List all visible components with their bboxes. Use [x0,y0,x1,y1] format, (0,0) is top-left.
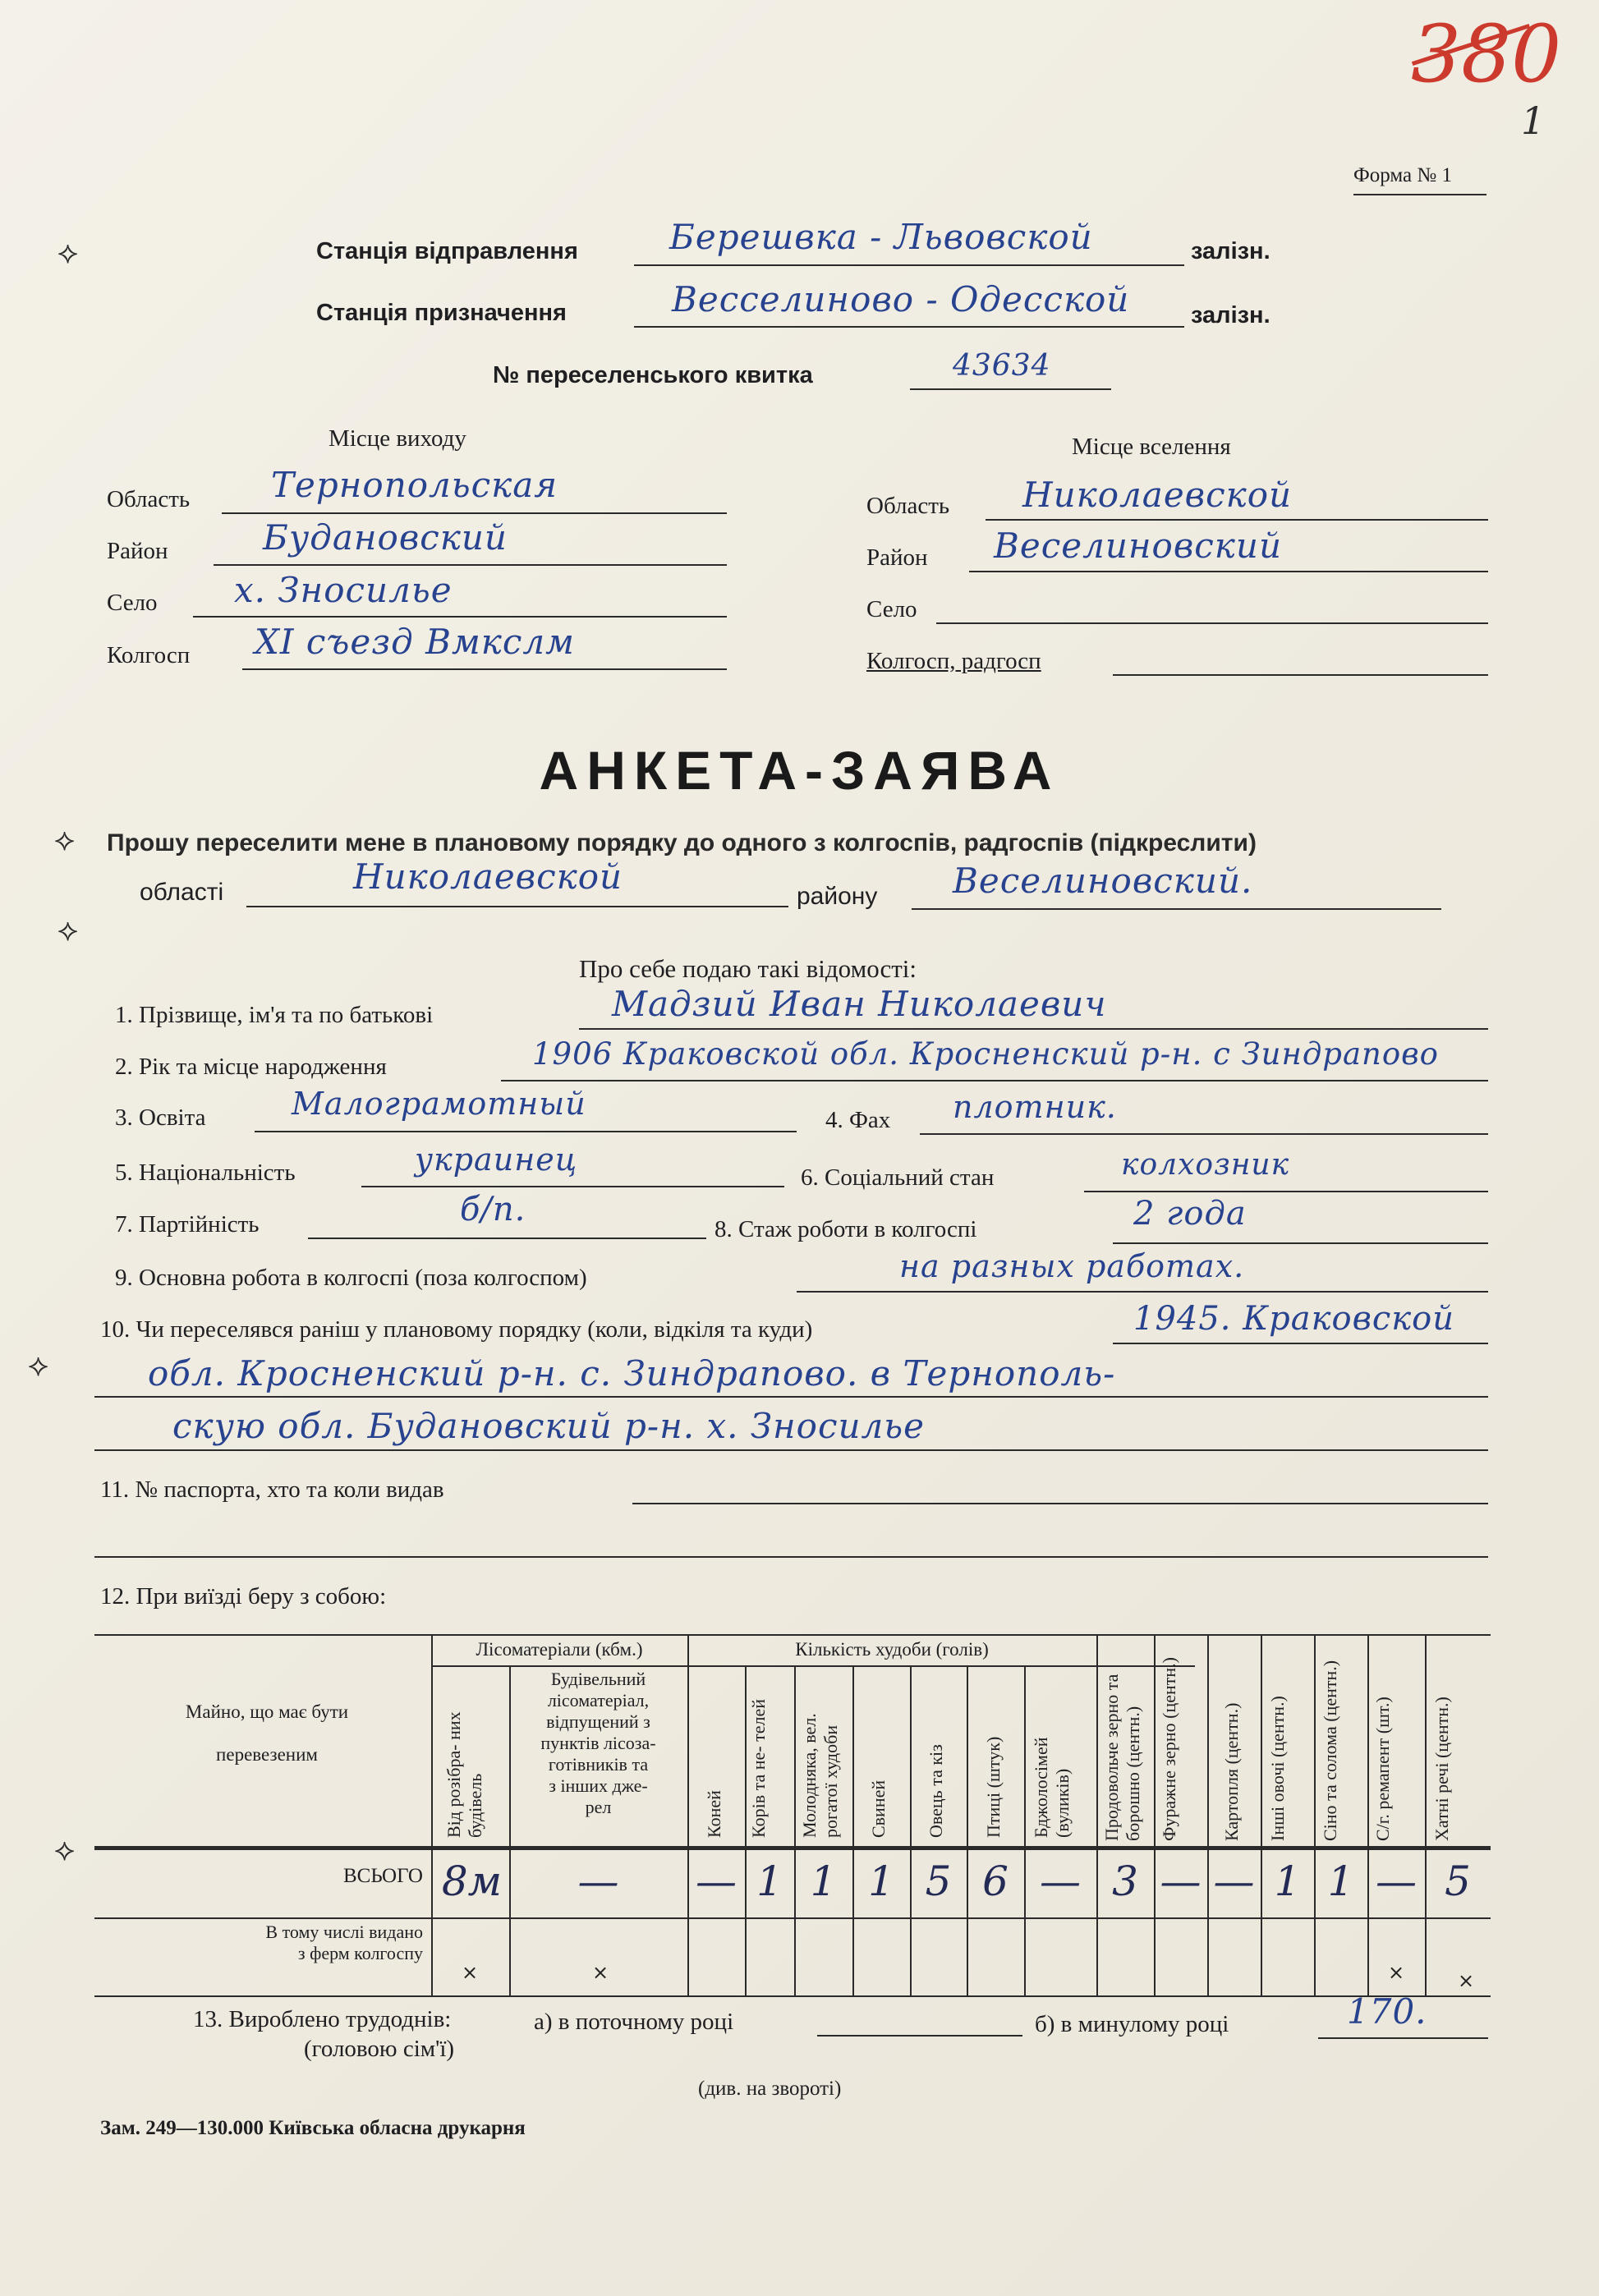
total-horses: — [696,1857,737,1905]
header-food-grain: Продовольче зерно та борошно (центн.) [1101,1674,1143,1841]
origin-oblast-label: Область [107,486,191,512]
destination-underline [634,326,1184,328]
belongings-table [94,1634,1491,2020]
field-1-value: Мадзий Иван Николаевич [612,984,1107,1024]
settlement-selo-label: Село [866,596,917,622]
request-raion-label: району [797,883,878,910]
origin-raion-underline [214,564,727,566]
request-text: Прошу переселити мене в плановому порядку до одного з колгоспів, радгоспів (підкреслити) [107,829,1257,856]
settlement-raion-label: Район [866,544,928,571]
punch-hole-mark: ⟡ [57,234,79,270]
printer-imprint: Зам. 249—130.000 Київська обласна друкарня [100,2117,526,2139]
field-7-value: б/п. [460,1191,526,1228]
form-label-underline [1353,194,1486,195]
request-oblast-label: області [140,879,224,906]
field-6-label: 6. Соціальний стан [801,1164,995,1191]
total-cows: 1 [756,1857,783,1905]
farm-row-mark: × [592,1961,609,1984]
farm-row-mark: × [462,1961,479,1984]
header-building-lumber [509,1669,687,1818]
table-col-divider [794,1665,796,1995]
header-vegetables: Інші овочі (центн.) [1267,1696,1288,1841]
field-10-value-1: 1945. Краковской [1133,1300,1455,1338]
header-bees: Бджолосімей (вуликів) [1031,1737,1073,1838]
header-building-line: з інших дже- [549,1775,648,1796]
origin-oblast-underline [222,512,727,514]
section-13-a-label: а) в поточному році [534,2009,734,2035]
origin-selo-underline [193,616,727,618]
total-birds: 6 [982,1857,1009,1905]
header-feed-grain: Фуражне зерно (центн.) [1159,1657,1179,1841]
header-hay: Сіно та солома (центн.) [1320,1660,1340,1841]
origin-raion-value: Будановский [263,517,508,558]
ticket-value: 43634 [953,349,1051,383]
header-potato: Картопля (центн.) [1221,1702,1242,1841]
field-10-underline-3 [94,1449,1488,1451]
field-7-underline [308,1238,706,1239]
section-13-b-value: 170. [1347,1991,1427,2032]
form-label: Форма № 1 [1353,164,1452,186]
field-2-label: 2. Рік та місце народження [115,1054,387,1080]
header-dismantled: Від розібра- них будівель [443,1711,485,1838]
row-farm-line: В тому числі видано [265,1922,423,1942]
settlement-oblast-label: Область [866,493,950,519]
table-row-divider [94,1917,1491,1919]
origin-kolgosp-label: Колгосп [107,642,191,668]
field-10-value-3: скую обл. Будановский р-н. х. Зносилье [172,1406,925,1446]
field-7-label: 7. Партійність [115,1211,260,1238]
field-5-value: украинец [415,1141,578,1178]
table-top-border [94,1634,1491,1636]
origin-oblast-value: Тернопольская [271,465,558,505]
field-9-value: на разных работах. [899,1248,1245,1284]
rail-suffix: залізн. [1191,302,1270,328]
header-property-line: перевезеним [216,1744,318,1765]
total-feed-grain: — [1160,1857,1202,1905]
total-bees: — [1040,1857,1081,1905]
table-col-divider [1261,1634,1262,1995]
punch-hole-mark: ⟡ [57,912,79,948]
header-building-line: лісоматеріал, [547,1690,650,1711]
field-11-label: 11. № паспорта, хто та коли видав [100,1476,444,1503]
origin-kolgosp-underline [242,668,727,670]
settlement-raion-underline [969,571,1488,572]
total-pigs: 1 [868,1857,894,1905]
section-13-a-underline [817,2035,1022,2037]
header-lumber-group: Лісоматеріали (кбм.) [476,1639,643,1660]
header-birds: Птиці (штук) [983,1736,1004,1838]
settlement-selo-underline [936,622,1488,624]
rail-suffix: залізн. [1191,238,1270,264]
archive-number: 380 [1411,8,1562,100]
destination-station-label: Станція призначення [316,300,567,326]
section-13-b-underline [1318,2037,1488,2039]
field-3-value: Малограмотный [292,1086,586,1122]
header-horses: Коней [704,1790,724,1838]
field-3-underline [255,1131,797,1132]
row-farm-label [111,1922,423,1964]
field-8-underline [1113,1242,1488,1244]
table-col-divider [745,1665,747,1995]
field-11-underline-2 [94,1556,1488,1558]
settlement-heading: Місце вселення [1072,434,1231,460]
row-total-label: ВСЬОГО [342,1865,423,1887]
field-2-underline [501,1080,1488,1081]
header-pigs: Свиней [868,1779,889,1838]
field-10-label: 10. Чи переселявся раніш у плановому порядку (коли, відкіля та куди) [100,1316,813,1343]
request-raion-underline [912,908,1441,910]
settlement-oblast-value: Николаевской [1022,475,1293,515]
table-col-divider [967,1665,968,1995]
field-1-underline [579,1028,1488,1030]
total-hay: 1 [1327,1857,1354,1905]
total-young: 1 [810,1857,837,1905]
table-col-divider [1096,1634,1098,1995]
field-4-label: 4. Фах [825,1107,891,1133]
header-building-line: рел [585,1797,612,1817]
origin-heading: Місце виходу [329,425,466,452]
header-property-line: Майно, що має бути [185,1701,349,1722]
section-13-label: 13. Вироблено трудоднів: [193,2006,452,2032]
field-8-value: 2 года [1133,1195,1247,1233]
form-title: АНКЕТА-ЗАЯВА [539,740,1060,801]
ticket-label: № переселенського квитка [493,362,813,388]
header-cows: Корів та не- телей [748,1699,769,1838]
field-10-value-2: обл. Кросненский р-н. с. Зиндрапово. в Тернополь- [148,1353,1116,1394]
total-sheep: 5 [925,1857,952,1905]
table-col-divider [1024,1665,1026,1995]
table-col-divider [1314,1634,1316,1995]
request-oblast-underline [246,906,788,907]
departure-underline [634,264,1184,266]
field-6-value: колхозник [1121,1148,1290,1182]
punch-hole-mark: ⟡ [54,821,76,857]
field-10-underline [1113,1343,1488,1344]
table-header-divider [94,1846,1491,1850]
ticket-underline [910,388,1111,390]
header-building-line: Будівельний [550,1669,646,1689]
header-household: Хатні речі (центн.) [1431,1697,1452,1841]
farm-row-mark: × [1388,1961,1405,1984]
departure-station-label: Станція відправлення [316,238,578,264]
settlement-kolgosp-underline [1113,674,1488,676]
field-6-underline [1084,1191,1488,1192]
section-13-sub: (головою сім'ї) [304,2036,455,2062]
intro-text: Про себе подаю такі відомості: [579,954,917,983]
field-9-underline [797,1291,1488,1293]
row-farm-line: з ферм колгоспу [297,1943,423,1963]
table-group-divider [431,1665,1195,1667]
settlement-oblast-underline [986,519,1488,521]
field-1-label: 1. Прізвище, ім'я та по батькові [115,1002,434,1028]
table-col-divider [1425,1634,1427,1995]
punch-hole-mark: ⟡ [28,1347,49,1383]
header-building-line: готівників та [548,1754,649,1775]
header-property [111,1700,423,1767]
table-col-divider [910,1665,912,1995]
header-sheep: Овець та кіз [926,1744,946,1838]
total-tools: — [1376,1857,1417,1905]
origin-selo-value: х. Зносилье [234,570,453,610]
field-11-underline [632,1503,1488,1504]
total-vegetables: 1 [1274,1857,1301,1905]
field-3-label: 3. Освіта [115,1104,206,1131]
table-bottom-border [94,1995,1491,1997]
header-tools: С/г. ремапент (шт.) [1372,1697,1393,1841]
section-12-label: 12. При виїзді беру з собою: [100,1583,387,1609]
field-2-value: 1906 Краковской обл. Кросненский р-н. с Зиндрапово [532,1036,1439,1072]
total-building: — [577,1857,619,1905]
archive-sheet-number: 1 [1521,99,1546,143]
table-col-divider [852,1665,854,1995]
section-13-b-label: б) в минулому році [1035,2011,1229,2037]
table-col-divider [431,1634,433,1995]
punch-hole-mark: ⟡ [54,1831,76,1867]
departure-station-value: Берешвка - Львовской [669,217,1093,257]
total-household: 5 [1445,1857,1471,1905]
total-food-grain: 3 [1112,1857,1138,1905]
header-building-line: відпущений з [546,1711,650,1732]
table-col-divider [1367,1634,1369,1995]
origin-kolgosp-value: XI съезд Вмкслм [255,622,575,662]
field-5-label: 5. Національність [115,1159,296,1186]
origin-selo-label: Село [107,590,158,616]
table-col-divider [687,1634,689,1995]
table-col-divider [1207,1634,1209,1995]
request-raion-value: Веселиновский. [953,861,1253,901]
total-dismantled: 8м [441,1857,503,1905]
total-potato: — [1213,1857,1255,1905]
request-oblast-value: Николаевской [353,856,623,897]
header-cattle-group: Кількість худоби (голів) [795,1639,989,1660]
field-9-label: 9. Основна робота в колгоспі (поза колгоспом) [115,1265,587,1291]
see-back-note: (див. на звороті) [698,2078,842,2100]
origin-raion-label: Район [107,538,168,564]
farm-row-mark: × [1458,1969,1475,1992]
field-8-label: 8. Стаж роботи в колгоспі [714,1216,977,1242]
table-col-divider [1154,1634,1156,1995]
field-4-value: плотник. [953,1089,1117,1125]
settlement-raion-value: Веселиновский [994,526,1282,566]
field-5-underline [361,1186,784,1187]
destination-station-value: Весселиново - Одесской [672,279,1130,319]
field-4-underline [920,1133,1488,1135]
field-10-underline-2 [94,1396,1488,1398]
header-building-line: пунктів лісоза- [540,1733,656,1753]
settlement-kolgosp-label: Колгосп, радгосп [866,648,1041,674]
header-young-cattle: Молодняка, вел. рогатої худоби [799,1713,841,1838]
